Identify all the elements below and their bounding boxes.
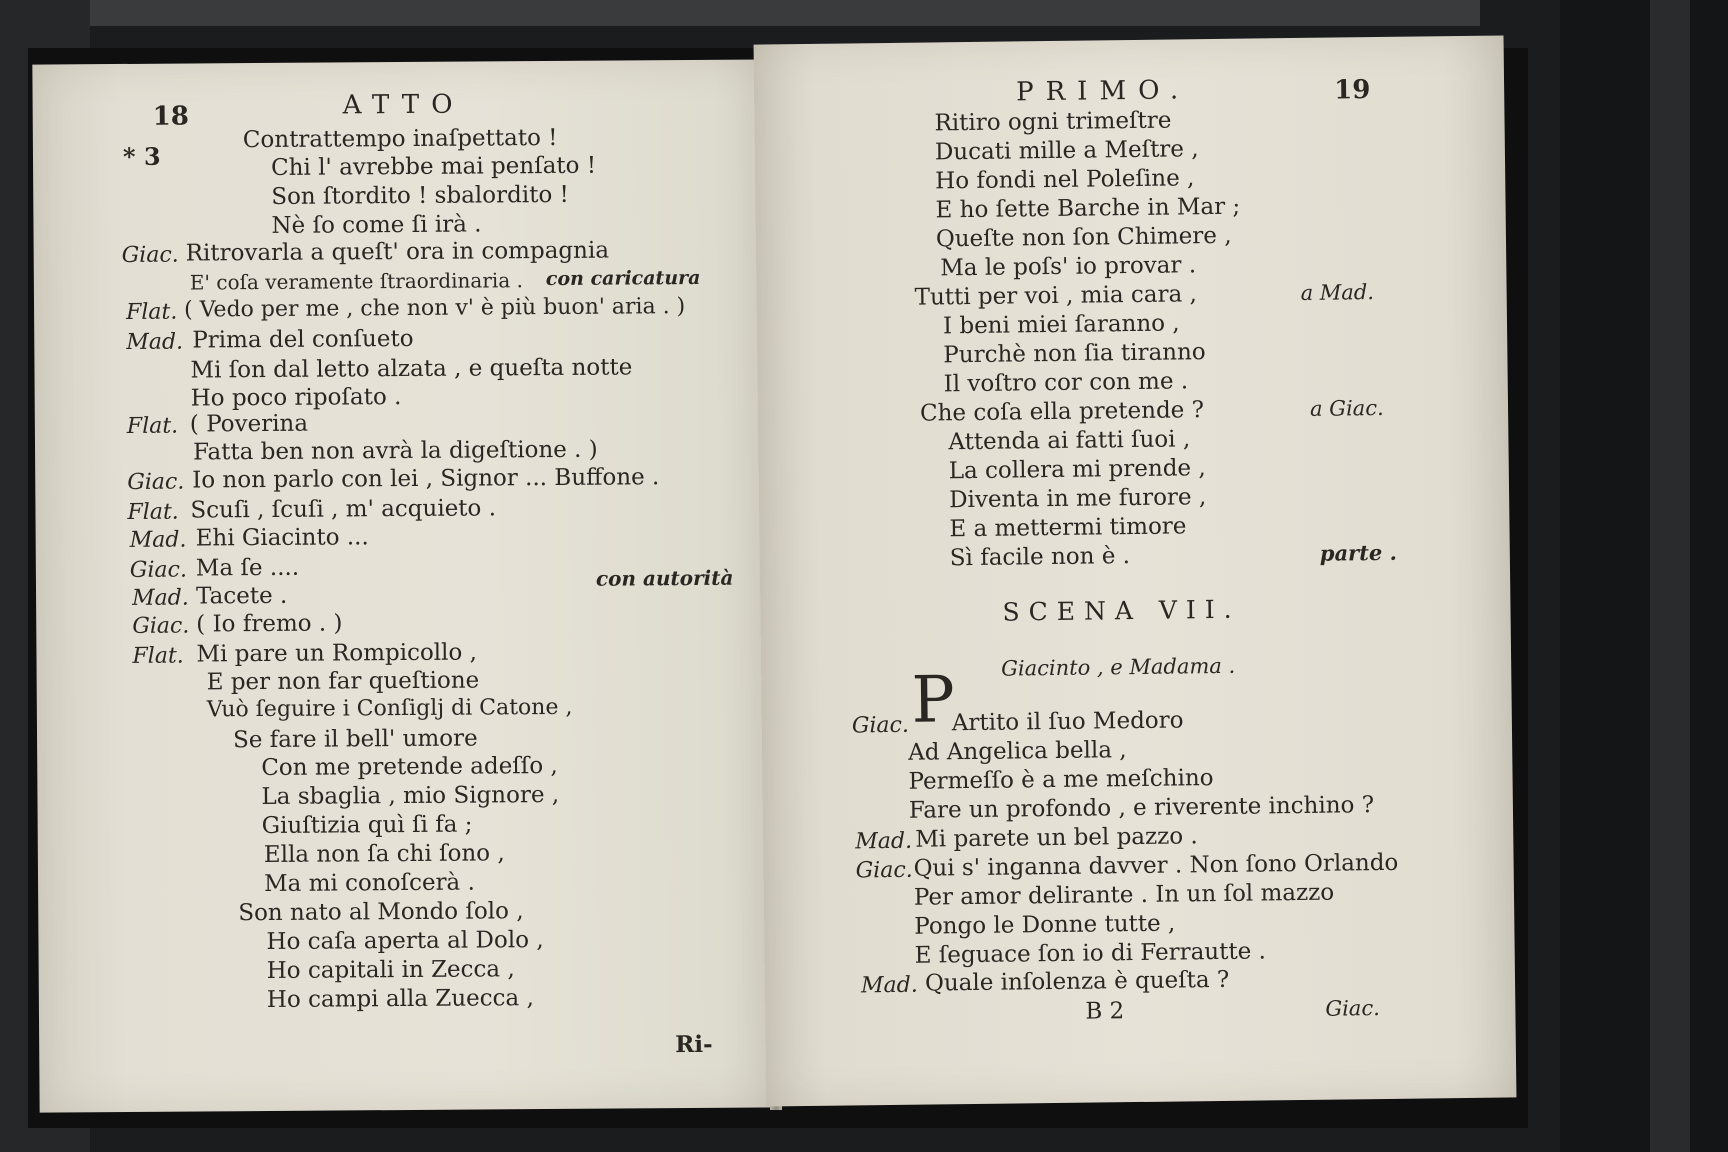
backdrop-right bbox=[1560, 0, 1728, 1152]
verse-line: Prima del conſueto bbox=[192, 325, 414, 354]
verse-line: Diventa in me furore , bbox=[948, 484, 1207, 514]
verse-line: Con me pretende adeſſo , bbox=[261, 752, 558, 782]
speaker-label: Giac. bbox=[132, 613, 190, 639]
stage-direction: parte . bbox=[1319, 539, 1397, 566]
verse-line: ( Vedo per me , che non v' è più buon' aria . ) bbox=[183, 294, 686, 323]
stage-direction: a Mad. bbox=[1300, 280, 1375, 305]
verse-line: Ho caſa aperta al Dolo , bbox=[266, 927, 544, 955]
scene-characters: Giacinto , e Madama . bbox=[1001, 653, 1236, 681]
verse-line: Ritiro ogni trimeſtre bbox=[934, 107, 1172, 137]
speaker-label: Flat. bbox=[126, 413, 179, 439]
verse-line: Ehi Giacinto ... bbox=[195, 524, 369, 552]
verse-line: Il voſtro cor con me . bbox=[943, 368, 1189, 398]
verse-line: I beni miei ſaranno , bbox=[942, 310, 1180, 340]
verse-line: Tutti per voi , mia cara , bbox=[914, 281, 1197, 311]
speaker-label: Giac. bbox=[127, 469, 185, 495]
verse-line: Ma le poſs' io provar . bbox=[940, 252, 1197, 282]
speaker-label: Mad. bbox=[131, 585, 189, 611]
verse-line: Chi l' avrebbe mai penſato ! bbox=[270, 152, 597, 181]
verse-line: Ad Angelica bella , bbox=[908, 737, 1127, 766]
verse-line: Artito il ſuo Medoro bbox=[951, 707, 1184, 737]
verse-line: Ho fondi nel Poleſine , bbox=[935, 165, 1195, 195]
speaker-label: Giac. bbox=[851, 712, 910, 739]
verse-line: Quale inſolenza è queſta ? bbox=[924, 966, 1230, 997]
verse-line: E ho ſette Barche in Mar ; bbox=[935, 193, 1241, 224]
verse-line: Ella non ſa chi ſono , bbox=[263, 840, 505, 869]
margin-number: * 3 bbox=[122, 141, 161, 171]
speaker-label: Flat. bbox=[127, 499, 179, 525]
speaker-label: Giac. bbox=[129, 557, 188, 583]
backdrop-top bbox=[90, 0, 1480, 26]
verse-line: Attenda ai fatti ſuoi , bbox=[948, 426, 1191, 456]
verse-line: E' coſa veramente ſtraordinaria . bbox=[189, 268, 523, 295]
verse-line: Queſte non ſon Chimere , bbox=[935, 222, 1232, 253]
verse-line: Purchè non ſia tiranno bbox=[943, 339, 1206, 369]
verse-line: Ho poco ripoſato . bbox=[190, 384, 402, 412]
verse-line: Sì facile non è . bbox=[949, 543, 1131, 572]
drop-cap: P bbox=[911, 663, 956, 738]
verse-line: Mi parete un bel pazzo . bbox=[915, 823, 1198, 853]
speaker-label: Mad. bbox=[129, 527, 187, 553]
stage-direction: con caricatura bbox=[545, 266, 701, 291]
verse-line: Mi pare un Rompicollo , bbox=[196, 639, 478, 668]
stage-direction: con autorità bbox=[595, 565, 734, 591]
speaker-label: Giac. bbox=[121, 242, 179, 268]
right-page bbox=[754, 35, 1517, 1106]
signature-mark: B 2 bbox=[1085, 998, 1125, 1025]
page-number: 19 bbox=[1333, 75, 1371, 106]
verse-line: Che coſa ella pretende ? bbox=[919, 397, 1205, 427]
verse-line: Nè ſo come ſi irà . bbox=[271, 211, 482, 239]
verse-line: Son ſtordito ! sbalordito ! bbox=[271, 181, 569, 210]
verse-line: Tacete . bbox=[195, 582, 288, 610]
verse-line: Scuſi , ſcuſi , m' acquieto . bbox=[190, 495, 497, 524]
verse-line: Giuſtizia quì ſi fa ; bbox=[261, 811, 473, 840]
catchword: Ri- bbox=[675, 1030, 713, 1059]
verse-line: Ritrovarla a queſt' ora in compagnia bbox=[185, 237, 610, 267]
speaker-label: Flat. bbox=[125, 299, 178, 325]
catchword: Giac. bbox=[1325, 996, 1380, 1021]
verse-line: Se fare il bell' umore bbox=[232, 725, 478, 754]
verse-line: Ma ſe .... bbox=[195, 554, 300, 582]
verse-line: La sbaglia , mio Signore , bbox=[261, 781, 560, 811]
scene-title: SCENA VII. bbox=[1002, 594, 1241, 627]
running-header: PRIMO. bbox=[1015, 75, 1191, 108]
verse-line: Io non parlo con lei , Signor ... Buffone . bbox=[192, 464, 660, 494]
speaker-label: Giac. bbox=[855, 857, 913, 884]
speaker-label: Mad. bbox=[855, 828, 913, 855]
verse-line: Qui s' inganna davver . Non ſono Orlando bbox=[913, 849, 1399, 882]
verse-line: Pongo le Donne tutte , bbox=[914, 910, 1176, 940]
verse-line: Ducati mille a Meſtre , bbox=[934, 136, 1199, 166]
verse-line: Fatta ben non avrà la digeſtione . ) bbox=[192, 436, 598, 466]
verse-line: Ho campi alla Zuecca , bbox=[266, 985, 534, 1013]
backdrop-band bbox=[1650, 0, 1690, 1152]
verse-line: Ho capitali in Zecca , bbox=[266, 956, 515, 984]
verse-line: E per non far queſtione bbox=[206, 667, 480, 696]
verse-line: Mi ſon dal letto alzata , e queſta notte bbox=[190, 354, 633, 384]
verse-line: E a mettermi timore bbox=[949, 513, 1187, 543]
stage-direction: a Giac. bbox=[1309, 395, 1384, 421]
verse-line: La collera mi prende , bbox=[948, 455, 1206, 485]
verse-line: Son nato al Mondo ſolo , bbox=[238, 898, 524, 927]
running-header: ATTO bbox=[342, 89, 465, 121]
left-page bbox=[32, 59, 781, 1112]
verse-line: Per amor delirante . In un ſol mazzo bbox=[913, 879, 1335, 911]
verse-line: Contrattempo inaſpettato ! bbox=[242, 124, 558, 154]
verse-line: Fare un profondo , e riverente inchino ? bbox=[908, 792, 1375, 824]
page-number: 18 bbox=[152, 101, 190, 132]
verse-line: Permeſſo è a me meſchino bbox=[908, 765, 1214, 795]
verse-line: Vuò ſeguire i Conſiglj di Catone , bbox=[206, 694, 573, 723]
verse-line: ( Poverina bbox=[189, 410, 309, 438]
verse-line: E ſeguace ſon io di Ferrautte . bbox=[914, 938, 1267, 969]
speaker-label: Mad. bbox=[126, 329, 184, 355]
verse-line: Ma mi conoſcerà . bbox=[263, 869, 475, 898]
speaker-label: Mad. bbox=[860, 972, 918, 999]
verse-line: ( Io fremo . ) bbox=[196, 610, 343, 638]
speaker-label: Flat. bbox=[132, 643, 184, 669]
